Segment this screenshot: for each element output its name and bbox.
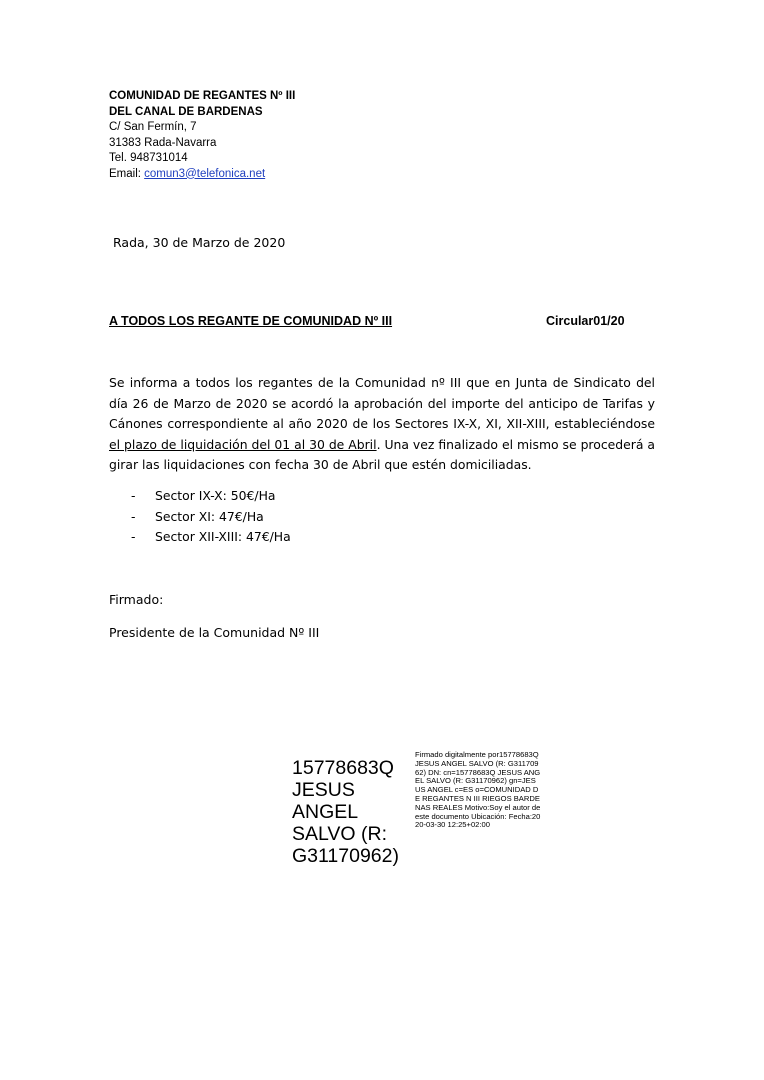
org-name-line1: COMUNIDAD DE REGANTES Nº III (109, 90, 296, 102)
list-item (131, 486, 291, 507)
email-label: Email: (109, 167, 141, 180)
signer-role: Presidente de la Comunidad Nº III (109, 625, 320, 640)
letter-date: Rada, 30 de Marzo de 2020 (113, 235, 286, 250)
sector-rate: Sector XII-XIII: 47€/Ha (155, 529, 291, 544)
postal-code: 31383 Rada-Navarra (109, 136, 217, 149)
circular-number: Circular01/20 (546, 314, 625, 328)
signature-name-line: JESUS (292, 779, 355, 801)
payment-period: el plazo de liquidación del 01 al 30 de Abril (109, 436, 377, 452)
email-line (109, 167, 295, 183)
address: C/ San Fermín, 7 (109, 121, 197, 133)
phone: Tel. 948731014 (109, 152, 188, 164)
recipient-heading: A TODOS LOS REGANTE DE COMUNIDAD Nº III (109, 314, 393, 328)
sector-list (131, 486, 291, 548)
list-item (131, 507, 291, 528)
list-dash: - (131, 529, 136, 544)
sector-rate: Sector IX-X: 50€/Ha (155, 488, 276, 503)
sector-rate: Sector XI: 47€/Ha (155, 508, 264, 524)
signature-name-line: ANGEL (292, 801, 359, 823)
signature-name-line: SALVO (R: (292, 823, 387, 845)
list-dash: - (131, 508, 136, 524)
body-text-part2: . Una vez finalizado el mismo se procederá a girar las liquidaciones con fecha 30 de Abril que estén domiciliadas. (109, 436, 655, 472)
digital-signature-name (292, 757, 412, 867)
signature-name-line: 15778683Q (292, 757, 394, 779)
signed-label: Firmado: (109, 592, 164, 607)
circular-title (109, 314, 629, 328)
email-link[interactable]: comun3@telefonica.net (144, 167, 266, 180)
list-item (131, 527, 291, 548)
letterhead (109, 89, 295, 182)
body-paragraph (109, 373, 655, 476)
org-name-line2: DEL CANAL DE BARDENAS (109, 105, 263, 118)
list-dash: - (131, 488, 136, 503)
signature-name-line: G31170962) (292, 845, 399, 867)
body-text-part1: Se informa a todos los regantes de la Comunidad nº III que en Junta de Sindicato del día 26 de Marzo de 2020 se acordó la aprobación del importe del anticipo de Tarifas y Cánones correspondiente al año 2020 de los Sectores IX-X, XI, XII-XIII, estableciéndose (109, 375, 655, 431)
digital-signature-details: Firmado digitalmente por15778683Q JESUS ANGEL SALVO (R: G31170962) DN: cn=15778683Q JESUS ANGEL SALVO (R: G31170962) gn=JESUS ANGEL c=ES o=COMUNIDAD DE REGANTES N III RIEGOS BARDENAS REALES Motivo:Soy el autor de este documento Ubicación: Fecha:2020-03-30 12:25+02:00 (415, 750, 541, 830)
